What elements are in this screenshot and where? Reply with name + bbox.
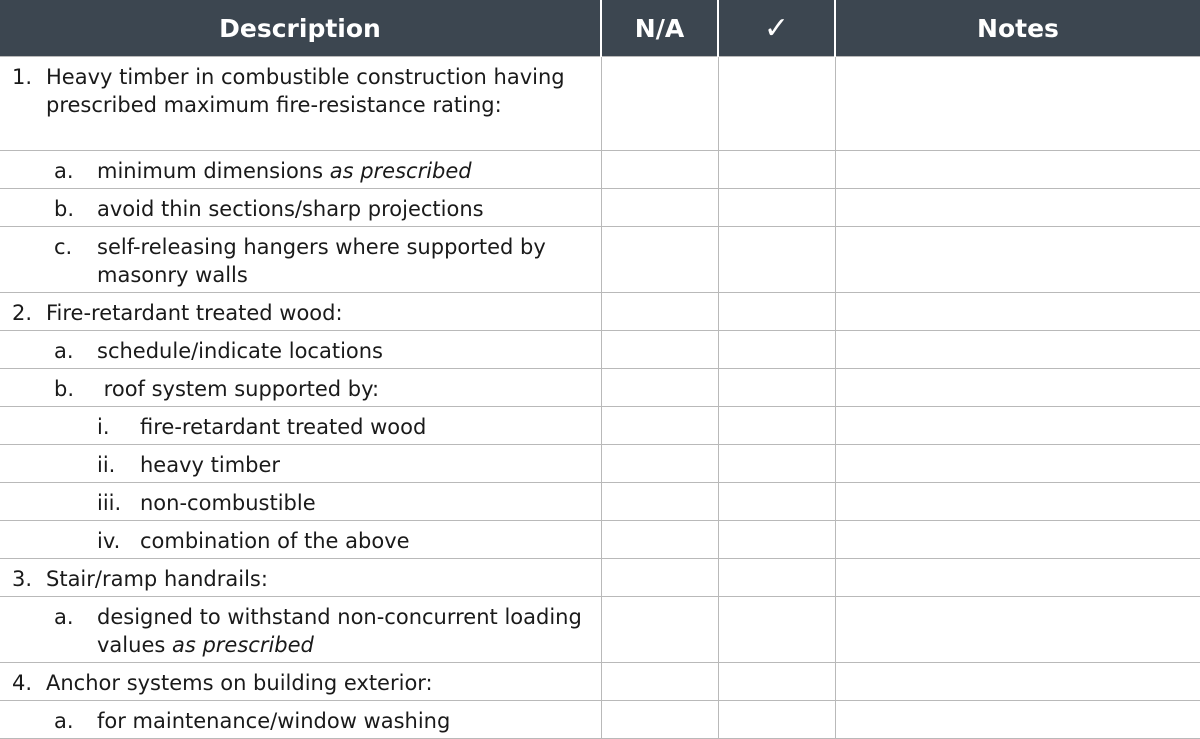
table-row — [0, 701, 1200, 739]
description-cell — [0, 331, 601, 369]
notes-cell[interactable] — [835, 331, 1200, 369]
item-text: roof system supported by: — [97, 377, 380, 401]
description-cell — [0, 407, 601, 445]
na-cell[interactable] — [601, 663, 718, 701]
na-cell[interactable] — [601, 293, 718, 331]
table-row — [0, 445, 1200, 483]
check-cell[interactable] — [718, 559, 835, 597]
item-marker: a. — [54, 159, 74, 183]
description-cell — [0, 445, 601, 483]
table-row — [0, 663, 1200, 701]
header-check — [718, 0, 835, 57]
na-cell[interactable] — [601, 227, 718, 293]
na-cell[interactable] — [601, 483, 718, 521]
check-cell[interactable] — [718, 331, 835, 369]
description-cell — [0, 663, 601, 701]
na-cell[interactable] — [601, 369, 718, 407]
description-cell — [0, 227, 601, 293]
item-text-emphasis: as prescribed — [171, 633, 314, 657]
table-row — [0, 331, 1200, 369]
item-text: for maintenance/window washing — [97, 709, 451, 733]
description-cell — [0, 369, 601, 407]
item-text: combination of the above — [140, 529, 410, 553]
na-cell[interactable] — [601, 151, 718, 189]
item-marker: b. — [54, 197, 75, 221]
item-text: designed to withstand non-concurrent loading values — [97, 605, 582, 657]
table-row — [0, 559, 1200, 597]
notes-cell[interactable] — [835, 597, 1200, 663]
na-cell[interactable] — [601, 701, 718, 739]
item-marker: 1. — [12, 65, 33, 89]
checkmark-icon: ✓ — [763, 10, 790, 46]
notes-cell[interactable] — [835, 293, 1200, 331]
description-cell — [0, 521, 601, 559]
notes-cell[interactable] — [835, 445, 1200, 483]
notes-cell[interactable] — [835, 483, 1200, 521]
notes-cell[interactable] — [835, 151, 1200, 189]
item-marker: iv. — [97, 529, 121, 553]
item-marker: ii. — [97, 453, 116, 477]
check-cell[interactable] — [718, 151, 835, 189]
check-cell[interactable] — [718, 57, 835, 151]
check-cell[interactable] — [718, 663, 835, 701]
description-cell — [0, 483, 601, 521]
header-na: N/A — [601, 0, 718, 57]
check-cell[interactable] — [718, 189, 835, 227]
check-cell[interactable] — [718, 483, 835, 521]
na-cell[interactable] — [601, 521, 718, 559]
table-row — [0, 597, 1200, 663]
notes-cell[interactable] — [835, 559, 1200, 597]
description-cell — [0, 151, 601, 189]
header-description: Description — [0, 0, 601, 57]
na-cell[interactable] — [601, 189, 718, 227]
table-row — [0, 407, 1200, 445]
na-cell[interactable] — [601, 597, 718, 663]
na-cell[interactable] — [601, 445, 718, 483]
description-cell — [0, 293, 601, 331]
item-text: Anchor systems on building exterior: — [46, 671, 433, 695]
notes-cell[interactable] — [835, 227, 1200, 293]
notes-cell[interactable] — [835, 663, 1200, 701]
notes-cell[interactable] — [835, 57, 1200, 151]
check-cell[interactable] — [718, 597, 835, 663]
item-marker: 4. — [12, 671, 33, 695]
item-text: Heavy timber in combustible construction having prescribed maximum fire-resistance rating: — [46, 65, 565, 117]
item-text: self-releasing hangers where supported by masonry walls — [97, 235, 546, 287]
item-text: heavy timber — [140, 453, 281, 477]
na-cell[interactable] — [601, 331, 718, 369]
table-row — [0, 189, 1200, 227]
table-row — [0, 369, 1200, 407]
notes-cell[interactable] — [835, 521, 1200, 559]
description-cell — [0, 597, 601, 663]
item-text: Stair/ramp handrails: — [46, 567, 268, 591]
table-header — [0, 0, 1200, 57]
description-cell — [0, 559, 601, 597]
item-text: avoid thin sections/sharp projections — [97, 197, 484, 221]
notes-cell[interactable] — [835, 369, 1200, 407]
notes-cell[interactable] — [835, 407, 1200, 445]
table-row — [0, 483, 1200, 521]
item-marker: i. — [97, 415, 110, 439]
item-text: schedule/indicate locations — [97, 339, 384, 363]
item-text: non-combustible — [140, 491, 316, 515]
item-marker: a. — [54, 709, 74, 733]
notes-cell[interactable] — [835, 701, 1200, 739]
item-marker: b. — [54, 377, 75, 401]
item-marker: 2. — [12, 301, 33, 325]
item-text: Fire-retardant treated wood: — [46, 301, 343, 325]
na-cell[interactable] — [601, 559, 718, 597]
table-row — [0, 521, 1200, 559]
description-cell — [0, 57, 601, 151]
item-marker: 3. — [12, 567, 33, 591]
check-cell[interactable] — [718, 369, 835, 407]
item-text: minimum dimensions — [97, 159, 330, 183]
header-notes: Notes — [835, 0, 1200, 57]
item-text-emphasis: as prescribed — [329, 159, 472, 183]
item-text: fire-retardant treated wood — [140, 415, 427, 439]
table-row — [0, 57, 1200, 151]
item-marker: c. — [54, 235, 73, 259]
table-row — [0, 151, 1200, 189]
notes-cell[interactable] — [835, 189, 1200, 227]
item-marker: a. — [54, 605, 74, 629]
check-cell[interactable] — [718, 445, 835, 483]
table-row — [0, 227, 1200, 293]
na-cell[interactable] — [601, 57, 718, 151]
na-cell[interactable] — [601, 407, 718, 445]
item-marker: iii. — [97, 491, 122, 515]
description-cell — [0, 701, 601, 739]
check-cell[interactable] — [718, 521, 835, 559]
table-row — [0, 293, 1200, 331]
check-cell[interactable] — [718, 293, 835, 331]
item-marker: a. — [54, 339, 74, 363]
check-cell[interactable] — [718, 227, 835, 293]
check-cell[interactable] — [718, 407, 835, 445]
description-cell — [0, 189, 601, 227]
check-cell[interactable] — [718, 701, 835, 739]
